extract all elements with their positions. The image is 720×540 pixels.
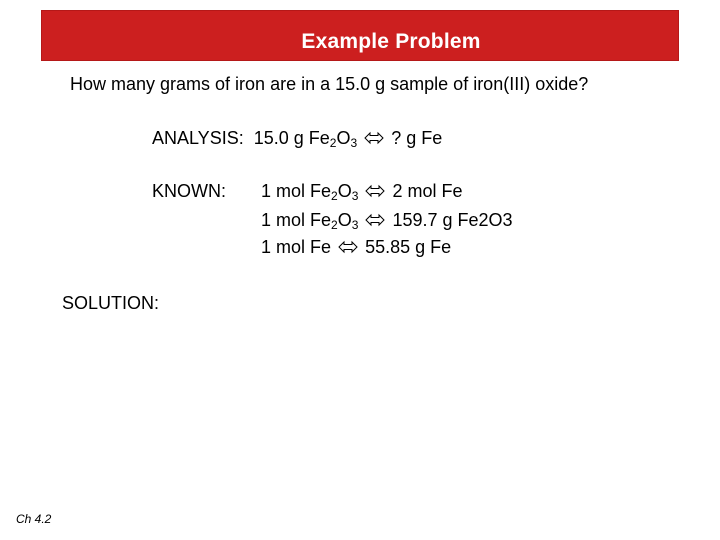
known-pre: 1 mol Fe [261, 181, 332, 201]
analysis-given-mid: O [336, 128, 351, 148]
solution-label: SOLUTION: [62, 293, 160, 313]
slide-title: Example Problem [301, 30, 481, 53]
subscript: 3 [350, 136, 358, 150]
analysis-target: ? g Fe [391, 128, 443, 148]
known-mid: O [337, 181, 352, 201]
known-pre: 1 mol Fe [261, 237, 332, 257]
double-headed-arrow-icon [365, 184, 385, 198]
known-line-1 [261, 181, 462, 202]
known-mid: O [337, 210, 352, 230]
double-headed-arrow-icon [365, 213, 385, 227]
known-post: 55.85 g Fe [365, 237, 452, 257]
subscript: 2 [329, 136, 337, 150]
analysis-line [152, 128, 442, 149]
title-bar [41, 10, 679, 61]
subscript: 3 [351, 218, 359, 232]
subscript: 3 [351, 189, 359, 203]
known-line-3 [261, 237, 451, 258]
problem-question: How many grams of iron are in a 15.0 g sample of iron(III) oxide? [70, 74, 589, 94]
known-label: KNOWN: [152, 181, 226, 201]
known-post: 159.7 g Fe2O3 [392, 210, 513, 230]
known-pre: 1 mol Fe [261, 210, 332, 230]
slide-number: Ch 4.2 [16, 512, 52, 526]
subscript: 2 [331, 218, 338, 232]
known-post: 2 mol Fe [392, 181, 463, 201]
analysis-label: ANALYSIS: [152, 128, 244, 148]
subscript: 2 [331, 189, 338, 203]
analysis-given: 15.0 g Fe [253, 128, 330, 148]
known-line-2 [261, 210, 513, 231]
double-headed-arrow-icon [364, 131, 384, 145]
double-headed-arrow-icon [338, 240, 358, 254]
